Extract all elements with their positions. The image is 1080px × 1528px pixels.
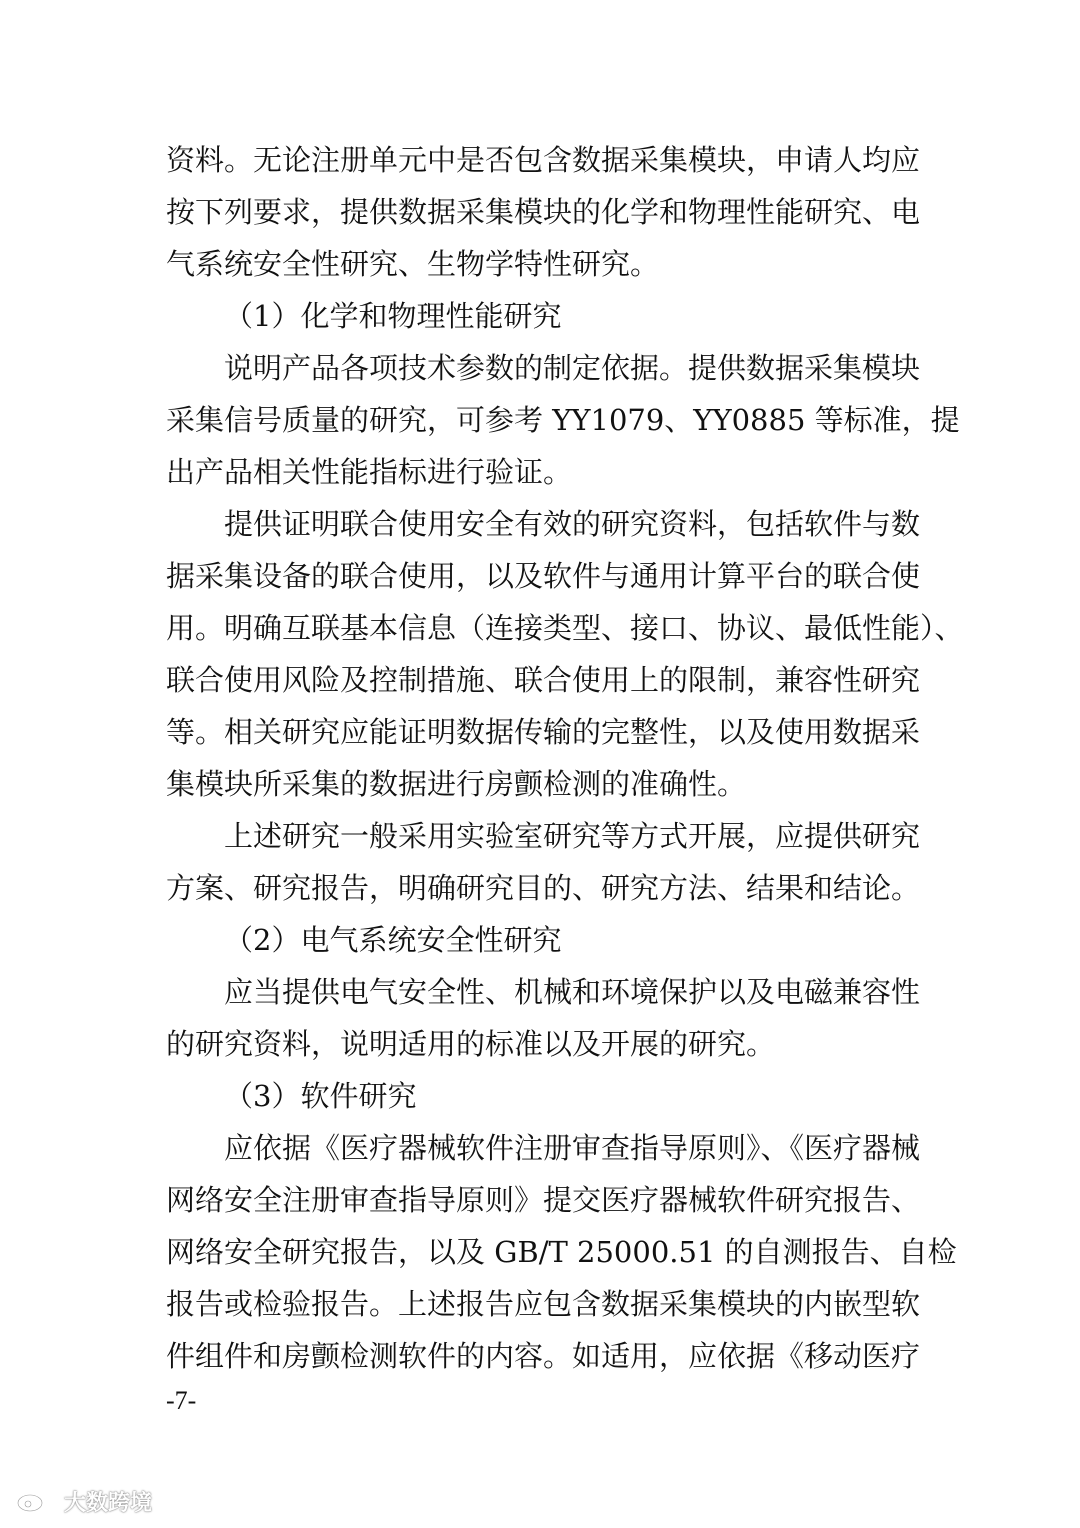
body-text-line: 气系统安全性研究、生物学特性研究。 xyxy=(166,247,660,281)
body-text-line: 网络安全注册审查指导原则》提交医疗器械软件研究报告、 xyxy=(166,1183,921,1217)
body-text-line: 等。相关研究应能证明数据传输的完整性，以及使用数据采 xyxy=(166,715,921,749)
body-text-line: 应依据《医疗器械软件注册审查指导原则》、《医疗器械 xyxy=(224,1131,921,1165)
weibo-logo-icon xyxy=(14,1488,58,1514)
body-text-line: 出产品相关性能指标进行验证。 xyxy=(166,455,573,489)
body-text-line: 资料。无论注册单元中是否包含数据采集模块，申请人均应 xyxy=(166,143,921,177)
body-text-line: 应当提供电气安全性、机械和环境保护以及电磁兼容性 xyxy=(224,975,921,1009)
watermark-text: 大数跨境 xyxy=(64,1490,153,1516)
watermark xyxy=(14,1486,152,1516)
section-heading-1: （1）化学和物理性能研究 xyxy=(224,299,562,333)
body-text-line: 报告或检验报告。上述报告应包含数据采集模块的内嵌型软 xyxy=(166,1287,921,1321)
page-number: -7- xyxy=(166,1386,197,1415)
body-text-line: 网络安全研究报告，以及 GB/T 25000.51 的自测报告、自检 xyxy=(166,1235,957,1269)
body-text-line: 集模块所采集的数据进行房颤检测的准确性。 xyxy=(166,767,747,801)
section-heading-2: （2）电气系统安全性研究 xyxy=(224,923,562,957)
body-text-line: 件组件和房颤检测软件的内容。如适用，应依据《移动医疗 xyxy=(166,1339,921,1373)
body-text-line: 据采集设备的联合使用，以及软件与通用计算平台的联合使 xyxy=(166,559,921,593)
body-text-line: 采集信号质量的研究，可参考 YY1079、YY0885 等标准，提 xyxy=(166,403,960,437)
body-text-line: 联合使用风险及控制措施、联合使用上的限制，兼容性研究 xyxy=(166,663,921,697)
section-heading-3: （3）软件研究 xyxy=(224,1079,417,1113)
body-text-line: 的研究资料，说明适用的标准以及开展的研究。 xyxy=(166,1027,776,1061)
body-text-line: 提供证明联合使用安全有效的研究资料，包括软件与数 xyxy=(224,507,921,541)
body-text-line: 按下列要求，提供数据采集模块的化学和物理性能研究、电 xyxy=(166,195,921,229)
body-text-line: 方案、研究报告，明确研究目的、研究方法、结果和结论。 xyxy=(166,871,921,905)
body-text-line: 上述研究一般采用实验室研究等方式开展，应提供研究 xyxy=(224,819,921,853)
body-text-line: 用。明确互联基本信息（连接类型、接口、协议、最低性能）、 xyxy=(166,611,964,645)
body-text-line: 说明产品各项技术参数的制定依据。提供数据采集模块 xyxy=(224,351,921,385)
